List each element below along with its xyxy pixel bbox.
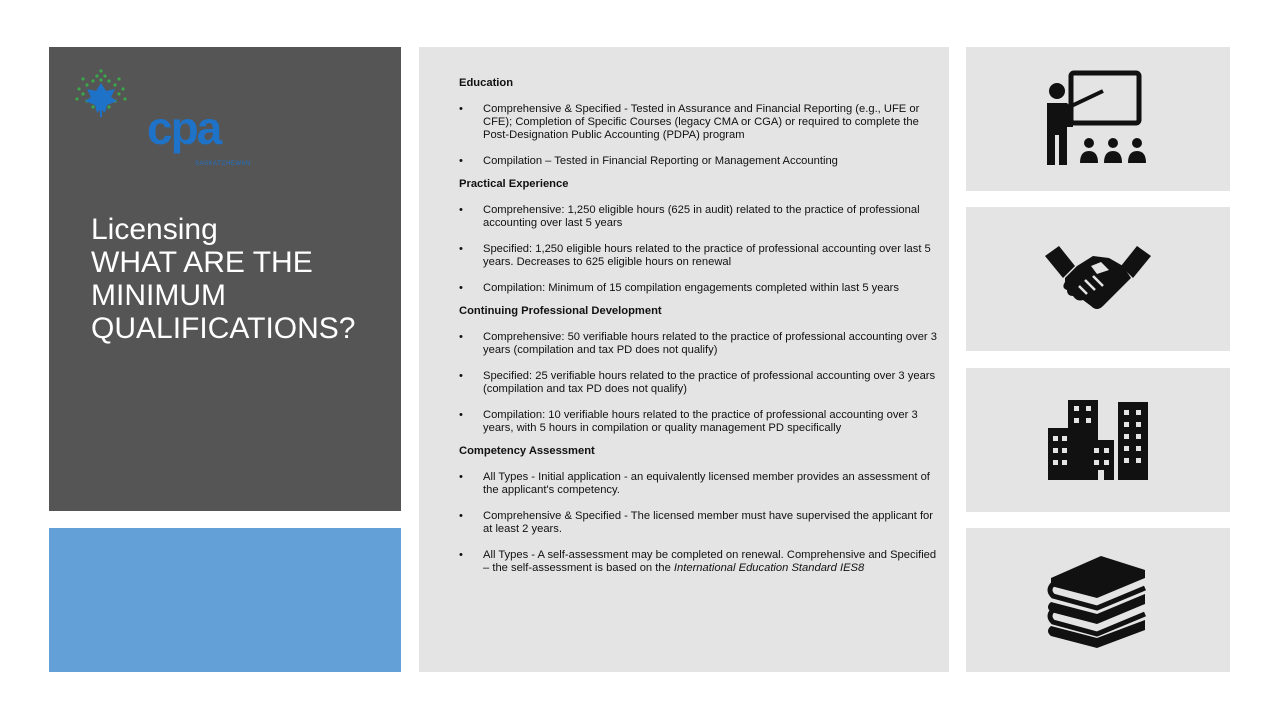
- title-line-4: QUALIFICATIONS?: [91, 312, 356, 345]
- list-item: • Compilation: Minimum of 15 compilation engagements completed within last 5 years: [459, 282, 941, 295]
- education-list: [459, 103, 941, 168]
- education-heading: Education: [459, 77, 514, 89]
- handshake-icon: [1043, 244, 1153, 314]
- competency-list: [459, 471, 941, 575]
- title-panel: [49, 47, 401, 511]
- title-line-2: WHAT ARE THE: [91, 246, 313, 279]
- competency-item3-text: All Types - A self-assessment may be completed on renewal. Comprehensive and Specified – the self-assessment is based on the: [483, 549, 937, 574]
- cpd-heading: Continuing Professional Development: [459, 305, 662, 317]
- page-title: [91, 213, 391, 345]
- icon-panel-cpd: [966, 368, 1230, 512]
- title-line-3: MINIMUM: [91, 279, 226, 312]
- experience-list: [459, 204, 941, 295]
- list-item: • All Types - Initial application - an equivalently licensed member provides an assessment of the applicant's competency.: [459, 471, 941, 497]
- list-item: • Comprehensive: 1,250 eligible hours (625 in audit) related to the practice of professional accounting over last 5 years: [459, 204, 941, 230]
- books-stack-icon: [1043, 550, 1153, 650]
- icon-panel-experience: [966, 207, 1230, 351]
- list-item: [459, 549, 941, 575]
- list-item: • Comprehensive & Specified - The licensed member must have supervised the applicant for at least 2 years.: [459, 510, 941, 536]
- title-line-1: Licensing: [91, 213, 218, 246]
- logo-subtitle: SASKATCHEWAN: [195, 161, 251, 167]
- qualifications-content: [459, 77, 941, 588]
- competency-heading: Competency Assessment: [459, 445, 595, 457]
- icon-panel-education: [966, 47, 1230, 191]
- office-buildings-icon: [1048, 400, 1148, 480]
- content-panel: [419, 47, 949, 672]
- list-item: • Comprehensive: 50 verifiable hours related to the practice of professional accounting over 3 years (compilation and tax PD does not qualify): [459, 331, 941, 357]
- logo-wordmark: cpa: [147, 102, 221, 154]
- list-item: • Comprehensive & Specified - Tested in Assurance and Financial Reporting (e.g., UFE or CFE); Completion of Specific Courses (legacy CMA or CGA) or required to complete the Post-Designation Public Accounting (PDPA) program: [459, 103, 941, 142]
- experience-heading: Practical Experience: [459, 178, 569, 190]
- presentation-teacher-icon: [1043, 69, 1153, 169]
- cpa-logo: [73, 67, 273, 167]
- accent-panel: [49, 528, 401, 672]
- list-item: • Compilation – Tested in Financial Reporting or Management Accounting: [459, 155, 941, 168]
- ies8-reference: International Education Standard IES8: [673, 562, 865, 574]
- list-item: • Compilation: 10 verifiable hours related to the practice of professional accounting over 3 years, with 5 hours in compilation or quality management PD specifically: [459, 409, 941, 435]
- icon-panel-competency: [966, 528, 1230, 672]
- cpd-list: [459, 331, 941, 435]
- list-item: • Specified: 1,250 eligible hours related to the practice of professional accounting over last 5 years. Decreases to 625 eligible hours on renewal: [459, 243, 941, 269]
- list-item: • Specified: 25 verifiable hours related to the practice of professional accounting over 3 years (compilation and tax PD does not qualify): [459, 370, 941, 396]
